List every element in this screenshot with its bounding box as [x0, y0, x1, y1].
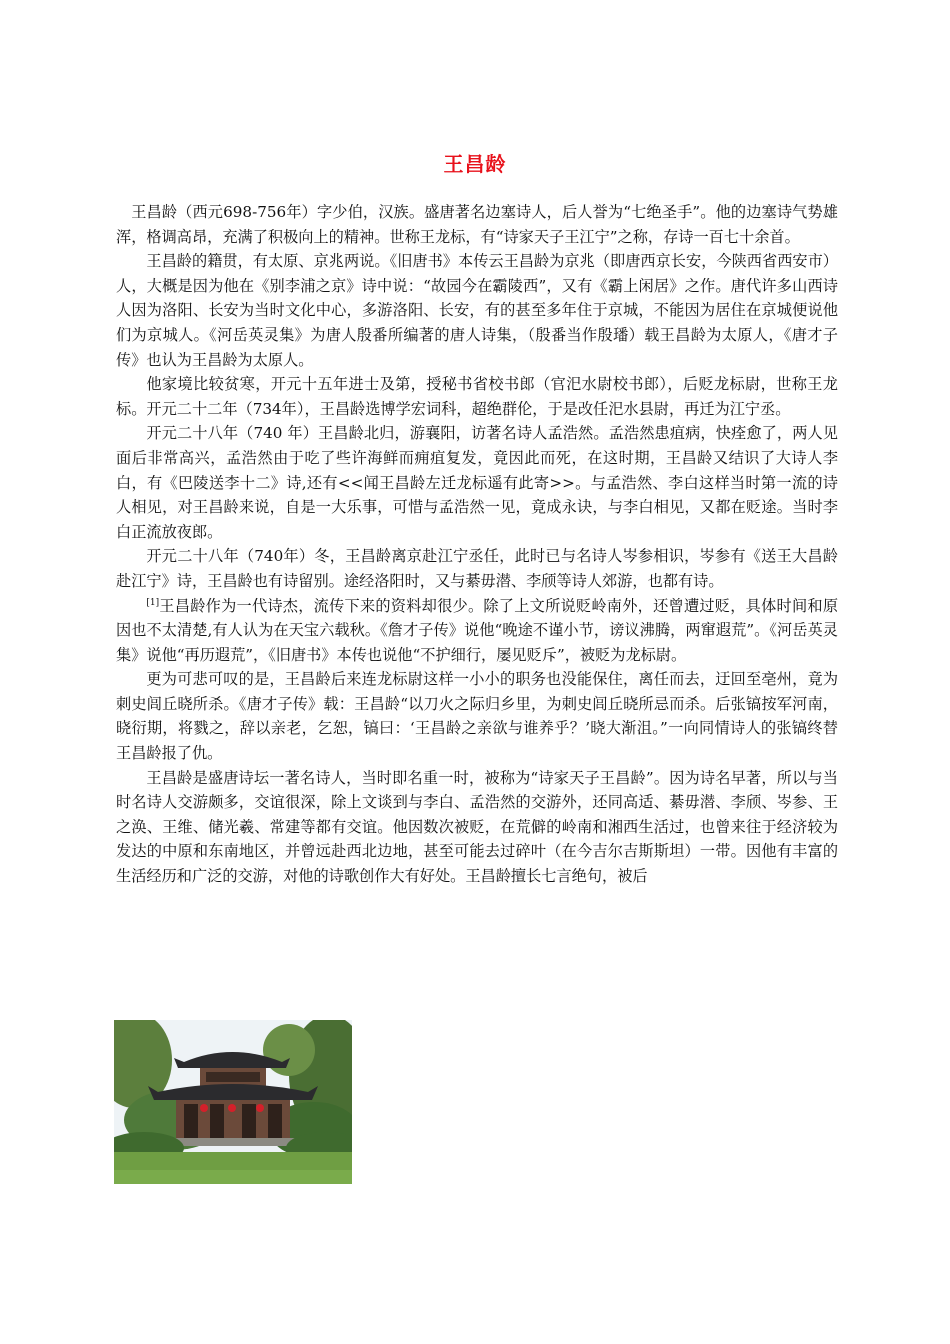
paragraph-exile-text: 王昌龄作为一代诗杰，流传下来的资料却很少。除了上文所说贬岭南外，还曾遭过贬，具体时间和原因也不太清楚,有人认为在天宝六载秋。《詹才子传》说他“晚途不谨小节，谤议沸腾，两窜遐荒”。《河岳英灵集》说他“再历遐荒”，《旧唐书》本传也说他“不护细行，屡见贬斥”，被贬为龙标尉。 [116, 596, 838, 664]
paragraph-friends: 开元二十八年（740 年）王昌龄北归，游襄阳，访著名诗人孟浩然。孟浩然患疽病，快痊愈了，两人见面后非常高兴，孟浩然由于吃了些许海鲜而痈疽复发，竟因此而死，在这时期，王昌龄又结识了大诗人李白，有《巴陵送李十二》诗,还有<<闻王昌龄左迁龙标遥有此寄>>。与孟浩然、李白这样当时第一流的诗人相见，对王昌龄来说，自是一大乐事，可惜与孟浩然一见，竟成永诀，与李白相见，又都在贬途。当时李白正流放夜郎。 [116, 424, 838, 541]
footnote-marker[interactable]: [1] [146, 597, 160, 608]
paragraph-origin: 王昌龄的籍贯，有太原、京兆两说。《旧唐书》本传云王昌龄为京兆（即唐西京长安，今陕西省西安市）人，大概是因为他在《别李浦之京》诗中说：“故园今在霸陵西”，又有《霸上闲居》之作。唐代许多山西诗人因为洛阳、长安为当时文化中心，多游洛阳、长安，有的甚至多年住于京城，不能因为居住在京城便说他们为京城人。《河岳英灵集》为唐人殷番所编著的唐人诗集，（殷番当作殷璠）载王昌龄为太原人，《唐才子传》也认为王昌龄为太原人。 [116, 252, 838, 369]
paragraph-jiangning: 开元二十八年（740年）冬，王昌龄离京赴江宁丞任，此时已与名诗人岑参相识，岑参有《送王大昌龄赴江宁》诗，王昌龄也有诗留别。途经洛阳时，又与綦毋潜、李颀等诗人郊游，也都有诗。 [116, 547, 838, 590]
paragraph-career: 他家境比较贫寒，开元十五年进士及第，授秘书省校书郎（官汜水尉校书郎），后贬龙标尉，世称王龙标。开元二十二年（734年），王昌龄选博学宏词科，超绝群伦，于是改任汜水县尉，再迁为江宁丞。 [116, 375, 838, 418]
page-title: 王昌龄 [443, 152, 507, 176]
paragraph-exile [116, 594, 838, 668]
paragraph-intro: 王昌龄（西元698-756年）字少伯，汉族。盛唐著名边塞诗人，后人誉为“七绝圣手”。他的边塞诗气势雄浑，格调高昂，充满了积极向上的精神。世称王龙标，有“诗家天子王江宁”之称，存诗一百七十余首。 [116, 203, 838, 246]
pavilion-photo-icon [114, 1020, 352, 1184]
pavilion-photo [114, 1020, 352, 1184]
paragraph-legacy: 王昌龄是盛唐诗坛一著名诗人，当时即名重一时，被称为“诗家天子王昌龄”。因为诗名早著，所以与当时名诗人交游颇多，交谊很深，除上文谈到与李白、孟浩然的交游外，还同高适、綦毋潜、李颀、岑参、王之涣、王维、储光羲、常建等都有交谊。他因数次被贬，在荒僻的岭南和湘西生活过，也曾来往于经济较为发达的中原和东南地区，并曾远赴西北边地，甚至可能去过碎叶（在今吉尔吉斯斯坦）一带。因他有丰富的生活经历和广泛的交游，对他的诗歌创作大有好处。王昌龄擅长七言绝句，被后 [116, 768, 838, 886]
article-body [116, 200, 838, 889]
paragraph-death: 更为可悲可叹的是，王昌龄后来连龙标尉这样一小小的职务也没能保住，离任而去，迂回至亳州，竟为刺史闾丘晓所杀。《唐才子传》载：王昌龄“以刀火之际归乡里，为刺史闾丘晓所忌而杀。后张镐按军河南，晓衍期，将戮之，辞以亲老，乞恕，镐曰：‘王昌龄之亲欲与谁养乎？’晓大渐沮。”一向同情诗人的张镐终替王昌龄报了仇。 [116, 670, 838, 763]
